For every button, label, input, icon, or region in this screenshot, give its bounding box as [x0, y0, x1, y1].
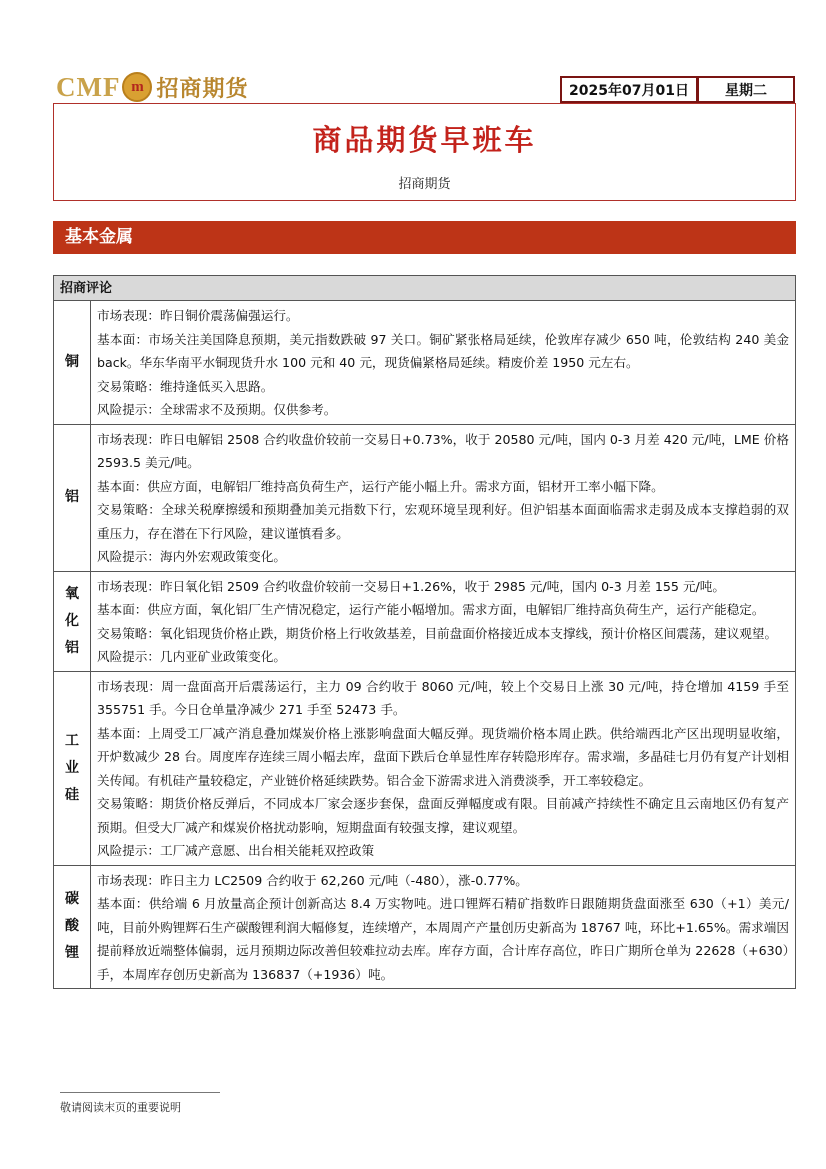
report-date: 2025年07月01日 — [560, 76, 698, 103]
commentary-line: 基本面：供给端 6 月放量高企预计创新高达 8.4 万实物吨。进口锂辉石精矿指数昨日跟随期货盘面涨至 630（+1）美元/吨，目前外购锂辉石生产碳酸锂利润大幅修复，连续增产，本周周产产量创历史新高为 18767 吨，环比+1.65%。需求端因提前释放近端整体偏弱，远月预期边际改善但较难拉动去库。库存方面，合计库存高位，昨日广期所仓单为 22628（+630）手，本周库存创历史新高为 136837（+1936）吨。 — [97, 896, 789, 982]
report-weekday: 星期二 — [697, 76, 795, 103]
table-row — [54, 425, 795, 572]
commentary-line: 风险提示：全球需求不及预期。仅供参考。 — [97, 402, 337, 417]
commodity-name: 氧化铝 — [65, 585, 79, 656]
commentary-cell — [91, 301, 795, 424]
commentary-line: 市场表现：昨日铜价震荡偏强运行。 — [97, 308, 299, 323]
company-logo — [56, 70, 249, 104]
commentary-cell — [91, 425, 795, 571]
commodity-name: 铝 — [65, 489, 79, 505]
commentary-table — [53, 275, 796, 989]
commentary-cell — [91, 672, 795, 865]
commentary-line: 交易策略：氧化铝现货价格止跌，期货价格上行收敛基差，目前盘面价格接近成本支撑线，预计价格区间震荡，建议观望。 — [97, 625, 778, 641]
commentary-line: 市场表现：昨日电解铝 2508 合约收盘价较前一交易日+0.73%，收于 20580 元/吨，国内 0-3 月差 420 元/吨，LME 价格 2593.5 美元/吨。 — [97, 431, 789, 470]
commentary-line: 市场表现：昨日氧化铝 2509 合约收盘价较前一交易日+1.26%，收于 2985 元/吨，国内 0-3 月差 155 元/吨。 — [97, 578, 725, 594]
commentary-cell — [91, 866, 795, 989]
logo-cmf-text: CMF — [56, 71, 121, 102]
commentary-line: 交易策略：期货价格反弹后，不同成本厂家会逐步套保，盘面反弹幅度或有限。目前减产持续性不确定且云南地区仍有复产预期。但受大厂减产和煤炭价格扰动影响，短期盘面有较强支撑，建议观望。 — [97, 796, 789, 835]
commodity-name: 碳酸锂 — [65, 891, 79, 962]
title-box — [53, 103, 796, 201]
commodity-name-cell — [54, 425, 91, 571]
commentary-line: 基本面：供应方面，氧化铝厂生产情况稳定，运行产能小幅增加。需求方面，电解铝厂维持高负荷生产，运行产能稳定。 — [97, 602, 765, 617]
commodity-name-cell — [54, 301, 91, 424]
commentary-line: 风险提示：海内外宏观政策变化。 — [97, 549, 286, 564]
commodity-name: 铜 — [65, 353, 79, 370]
section-heading: 基本金属 — [53, 221, 796, 254]
page-title: 商品期货早班车 — [312, 123, 537, 157]
commentary-line: 市场表现：周一盘面高开后震荡运行，主力 09 合约收于 8060 元/吨，较上个交易日上涨 30 元/吨，持仓增加 4159 手至 355751 手。今日仓单量净减少 271 手至 52473 手。 — [97, 678, 789, 717]
table-row — [54, 866, 795, 990]
table-row — [54, 572, 795, 672]
commentary-cell — [91, 572, 795, 671]
footer-divider — [60, 1092, 220, 1093]
commodity-name-cell — [54, 672, 91, 865]
table-row — [54, 301, 795, 425]
table-header: 招商评论 — [54, 276, 795, 301]
commentary-line: 基本面：供应方面，电解铝厂维持高负荷生产，运行产能小幅上升。需求方面，铝材开工率小幅下降。 — [97, 478, 664, 494]
logo-cn-text: 招商期货 — [156, 75, 249, 102]
footer-note: 敬请阅读末页的重要说明 — [60, 1101, 181, 1114]
commentary-line: 风险提示：工厂减产意愿、出台相关能耗双控政策 — [97, 843, 375, 858]
table-row — [54, 672, 795, 866]
commodity-name-cell — [54, 866, 91, 989]
commentary-line: 交易策略：全球关税摩擦缓和预期叠加美元指数下行，宏观环境呈现利好。但沪铝基本面面临需求走弱及成本支撑趋弱的双重压力，存在潜在下行风险，建议谨慎看多。 — [97, 502, 789, 541]
logo-badge-icon: m — [122, 72, 152, 102]
commentary-line: 市场表现：昨日主力 LC2509 合约收于 62,260 元/吨（-480），涨-0.77%。 — [97, 872, 528, 888]
commentary-line: 基本面：市场关注美国降息预期，美元指数跌破 97 关口。铜矿紧张格局延续，伦敦库存减少 650 吨，伦敦结构 240 美金 back。华东华南平水铜现货升水 100 元和 40 元，现货偏紧格局延续。精废价差 1950 元左右。 — [97, 331, 789, 370]
page-subtitle: 招商期货 — [398, 177, 451, 192]
commodity-name: 工业硅 — [65, 732, 79, 803]
commentary-line: 基本面：上周受工厂减产消息叠加煤炭价格上涨影响盘面大幅反弹。现货端价格本周止跌。供给端西北产区出现明显收缩，开炉数减少 28 台。周度库存连续三周小幅去库，盘面下跌后仓单显性库存转隐形库存。需求端，多晶硅七月仍有复产计划相关传闻。有机硅产量较稳定，产业链价格延续跌势。铝合金下游需求进入消费淡季，开工率较稳定。 — [97, 725, 789, 788]
commentary-line: 交易策略：维持逢低买入思路。 — [97, 378, 274, 394]
commodity-name-cell — [54, 572, 91, 671]
commentary-line: 风险提示：几内亚矿业政策变化。 — [97, 649, 286, 664]
